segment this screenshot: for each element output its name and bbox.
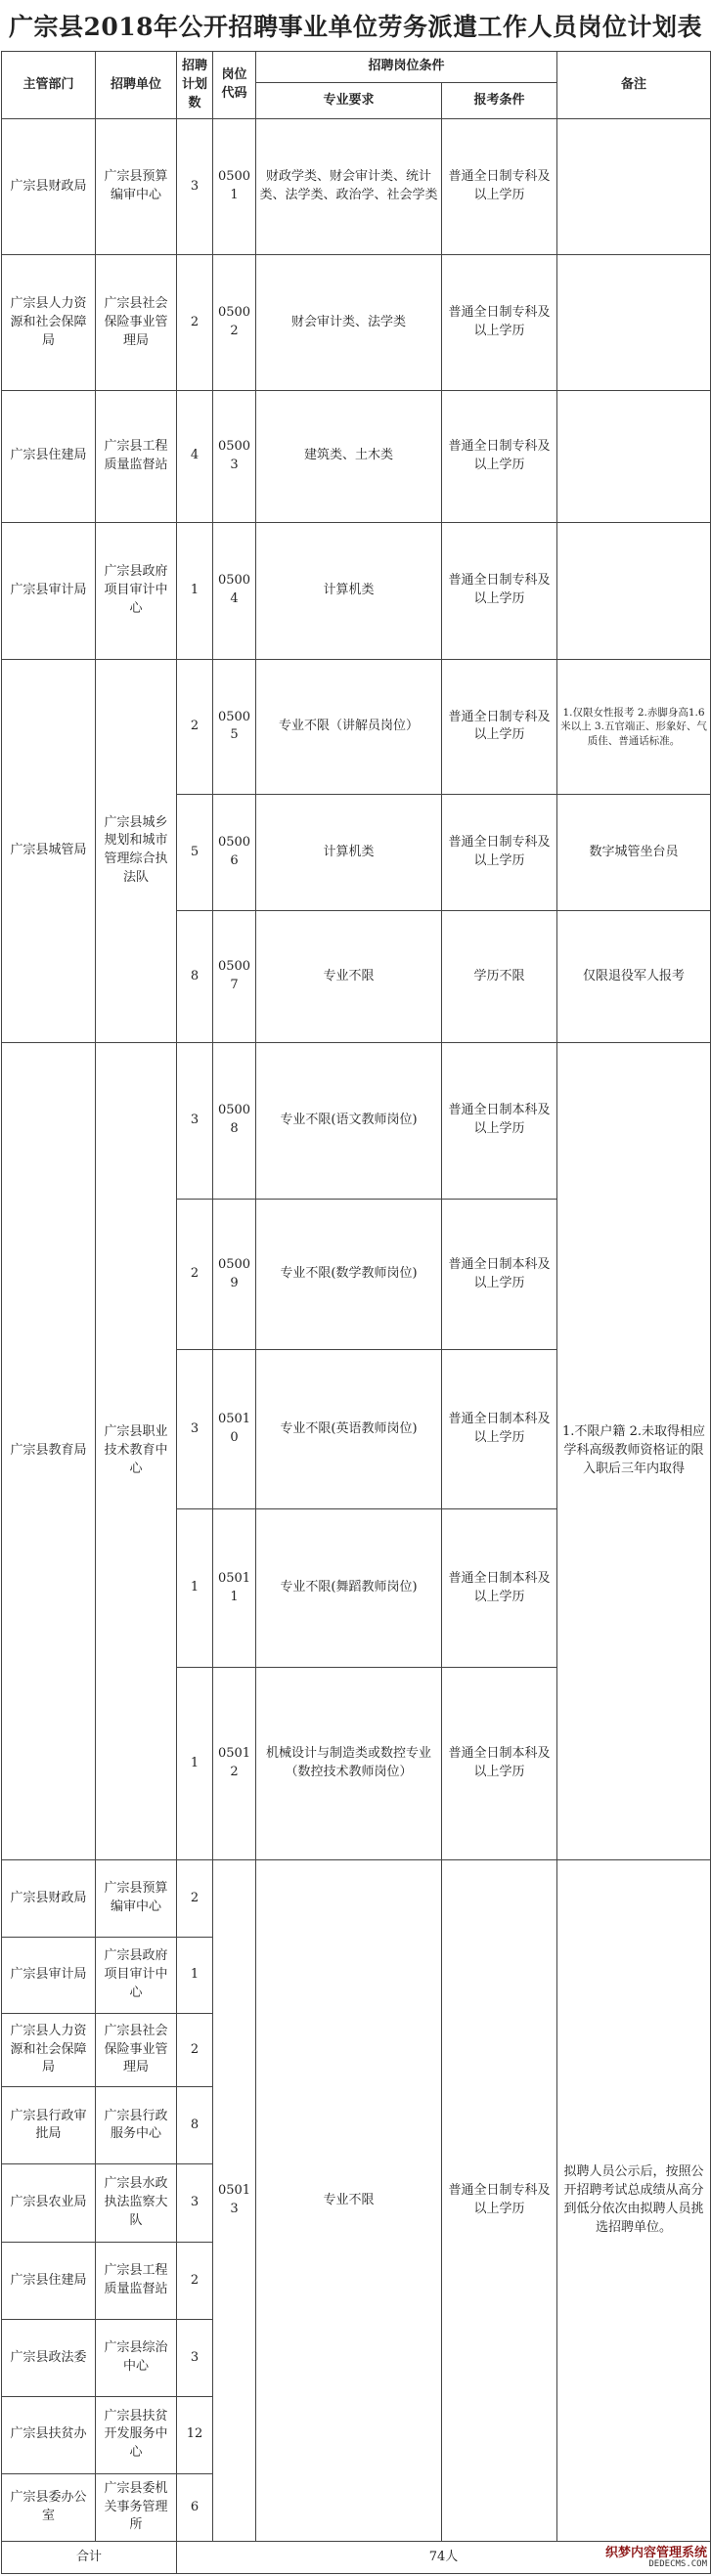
header-code: 岗位代码 xyxy=(213,52,256,119)
header-note: 备注 xyxy=(557,52,711,119)
cell-req: 普通全日制专科及以上学历 xyxy=(442,391,557,523)
cell-dept: 广宗县委办公室 xyxy=(2,2473,96,2541)
cell-major: 专业不限（讲解员岗位） xyxy=(256,659,442,795)
cell-unit: 广宗县预算编审中心 xyxy=(96,1859,177,1937)
cell-dept: 广宗县审计局 xyxy=(2,1937,96,2013)
cell-note xyxy=(557,522,711,659)
cell-dept: 广宗县审计局 xyxy=(2,522,96,659)
cell-count: 3 xyxy=(177,119,213,255)
watermark-line2: DEDECMS.COM xyxy=(648,2559,707,2570)
cell-major: 计算机类 xyxy=(256,522,442,659)
cell-count: 1 xyxy=(177,1937,213,2013)
cell-code: 05007 xyxy=(213,911,256,1043)
cell-note xyxy=(557,119,711,255)
cell-req: 普通全日制专科及以上学历 xyxy=(442,255,557,391)
cell-count: 2 xyxy=(177,255,213,391)
cell-count: 3 xyxy=(177,2164,213,2243)
cell-count: 2 xyxy=(177,659,213,795)
cell-dept: 广宗县住建局 xyxy=(2,2243,96,2320)
table-row xyxy=(2,1859,711,1937)
cell-major: 财政学类、财会审计类、统计类、法学类、政治学、社会学类 xyxy=(256,119,442,255)
cell-unit: 广宗县政府项目审计中心 xyxy=(96,522,177,659)
cell-count: 3 xyxy=(177,2320,213,2397)
table-row xyxy=(2,522,711,659)
cell-req: 普通全日制本科及以上学历 xyxy=(442,1199,557,1350)
watermark-logo xyxy=(605,2547,707,2570)
cell-dept: 广宗县政法委 xyxy=(2,2320,96,2397)
cell-count: 8 xyxy=(177,911,213,1043)
cell-dept: 广宗县扶贫办 xyxy=(2,2396,96,2473)
cell-count: 2 xyxy=(177,1199,213,1350)
cell-code: 05005 xyxy=(213,659,256,795)
cell-dept: 广宗县住建局 xyxy=(2,391,96,523)
cell-major: 建筑类、土木类 xyxy=(256,391,442,523)
cell-unit: 广宗县工程质量监督站 xyxy=(96,2243,177,2320)
cell-dept: 广宗县财政局 xyxy=(2,1859,96,1937)
cell-major: 专业不限(数学教师岗位) xyxy=(256,1199,442,1350)
cell-count: 3 xyxy=(177,1350,213,1509)
cell-req: 普通全日制专科及以上学历 xyxy=(442,795,557,911)
total-row xyxy=(2,2542,711,2574)
cell-count: 1 xyxy=(177,522,213,659)
cell-note xyxy=(557,255,711,391)
cell-unit: 广宗县社会保险事业管理局 xyxy=(96,255,177,391)
header-conditions: 招聘岗位条件 xyxy=(256,52,557,83)
cell-count: 3 xyxy=(177,1042,213,1199)
cell-req: 普通全日制专科及以上学历 xyxy=(442,522,557,659)
cell-req: 普通全日制本科及以上学历 xyxy=(442,1350,557,1509)
cell-code: 05009 xyxy=(213,1199,256,1350)
cell-code: 05002 xyxy=(213,255,256,391)
total-label: 合计 xyxy=(2,2542,177,2574)
header-row xyxy=(2,52,711,83)
cell-unit: 广宗县行政服务中心 xyxy=(96,2087,177,2164)
cell-major: 专业不限 xyxy=(256,911,442,1043)
header-count: 招聘计划数 xyxy=(177,52,213,119)
cell-count: 8 xyxy=(177,2087,213,2164)
table-row xyxy=(2,255,711,391)
cell-unit: 广宗县城乡规划和城市管理综合执法队 xyxy=(96,659,177,1042)
cell-code: 05011 xyxy=(213,1509,256,1668)
cell-req: 学历不限 xyxy=(442,911,557,1043)
cell-major: 计算机类 xyxy=(256,795,442,911)
cell-major: 专业不限(语文教师岗位) xyxy=(256,1042,442,1199)
cell-code: 05003 xyxy=(213,391,256,523)
cell-code: 05001 xyxy=(213,119,256,255)
cell-req: 普通全日制本科及以上学历 xyxy=(442,1509,557,1668)
table-row xyxy=(2,659,711,795)
cell-major: 专业不限(英语教师岗位) xyxy=(256,1350,442,1509)
cell-count: 6 xyxy=(177,2473,213,2541)
cell-dept: 广宗县人力资源和社会保障局 xyxy=(2,2013,96,2087)
cell-unit: 广宗县预算编审中心 xyxy=(96,119,177,255)
page-title: 广宗县2018年公开招聘事业单位劳务派遣工作人员岗位计划表 xyxy=(8,13,703,41)
cell-unit: 广宗县政府项目审计中心 xyxy=(96,1937,177,2013)
cell-dept: 广宗县行政审批局 xyxy=(2,2087,96,2164)
header-major: 专业要求 xyxy=(256,82,442,119)
cell-count: 4 xyxy=(177,391,213,523)
header-dept: 主管部门 xyxy=(2,52,96,119)
table-row xyxy=(2,391,711,523)
header-unit: 招聘单位 xyxy=(96,52,177,119)
cell-major: 专业不限 xyxy=(256,1859,442,2541)
cell-req: 普通全日制专科及以上学历 xyxy=(442,1859,557,2541)
cell-count: 12 xyxy=(177,2396,213,2473)
cell-unit: 广宗县综治中心 xyxy=(96,2320,177,2397)
cell-count: 1 xyxy=(177,1509,213,1668)
cell-major: 专业不限(舞蹈教师岗位) xyxy=(256,1509,442,1668)
cell-count: 2 xyxy=(177,2013,213,2087)
cell-count: 2 xyxy=(177,2243,213,2320)
recruitment-plan-table xyxy=(1,51,711,2574)
total-value: 74人 xyxy=(177,2542,711,2574)
header-req: 报考条件 xyxy=(442,82,557,119)
cell-dept: 广宗县财政局 xyxy=(2,119,96,255)
cell-unit: 广宗县工程质量监督站 xyxy=(96,391,177,523)
cell-code: 05012 xyxy=(213,1668,256,1860)
cell-code: 05010 xyxy=(213,1350,256,1509)
cell-req: 普通全日制专科及以上学历 xyxy=(442,659,557,795)
cell-note: 1.不限户籍 2.未取得相应学科高级教师资格证的限入职后三年内取得 xyxy=(557,1042,711,1859)
cell-code: 05004 xyxy=(213,522,256,659)
cell-code: 05008 xyxy=(213,1042,256,1199)
cell-count: 2 xyxy=(177,1859,213,1937)
cell-dept: 广宗县城管局 xyxy=(2,659,96,1042)
cell-req: 普通全日制本科及以上学历 xyxy=(442,1668,557,1860)
cell-major: 机械设计与制造类或数控专业（数控技术教师岗位） xyxy=(256,1668,442,1860)
cell-code: 05006 xyxy=(213,795,256,911)
cell-dept: 广宗县人力资源和社会保障局 xyxy=(2,255,96,391)
watermark-line1: 织梦内容管理系统 xyxy=(604,2545,707,2560)
cell-note: 数字城管坐台员 xyxy=(557,795,711,911)
cell-unit: 广宗县职业技术教育中心 xyxy=(96,1042,177,1859)
cell-dept: 广宗县农业局 xyxy=(2,2164,96,2243)
cell-count: 1 xyxy=(177,1668,213,1860)
cell-note xyxy=(557,391,711,523)
table-row xyxy=(2,119,711,255)
cell-req: 普通全日制专科及以上学历 xyxy=(442,119,557,255)
cell-note: 1.仅限女性报考 2.赤脚身高1.6米以上 3.五官端正、形象好、气质佳、普通话标准。 xyxy=(557,659,711,795)
cell-major: 财会审计类、法学类 xyxy=(256,255,442,391)
cell-unit: 广宗县社会保险事业管理局 xyxy=(96,2013,177,2087)
cell-unit: 广宗县扶贫开发服务中心 xyxy=(96,2396,177,2473)
cell-dept: 广宗县教育局 xyxy=(2,1042,96,1859)
cell-note: 仅限退役军人报考 xyxy=(557,911,711,1043)
cell-note: 拟聘人员公示后，按照公开招聘考试总成绩从高分到低分依次由拟聘人员挑选招聘单位。 xyxy=(557,1859,711,2541)
cell-unit: 广宗县水政执法监察大队 xyxy=(96,2164,177,2243)
cell-count: 5 xyxy=(177,795,213,911)
cell-unit: 广宗县委机关事务管理所 xyxy=(96,2473,177,2541)
cell-code: 05013 xyxy=(213,1859,256,2541)
cell-req: 普通全日制本科及以上学历 xyxy=(442,1042,557,1199)
table-row xyxy=(2,1042,711,1199)
